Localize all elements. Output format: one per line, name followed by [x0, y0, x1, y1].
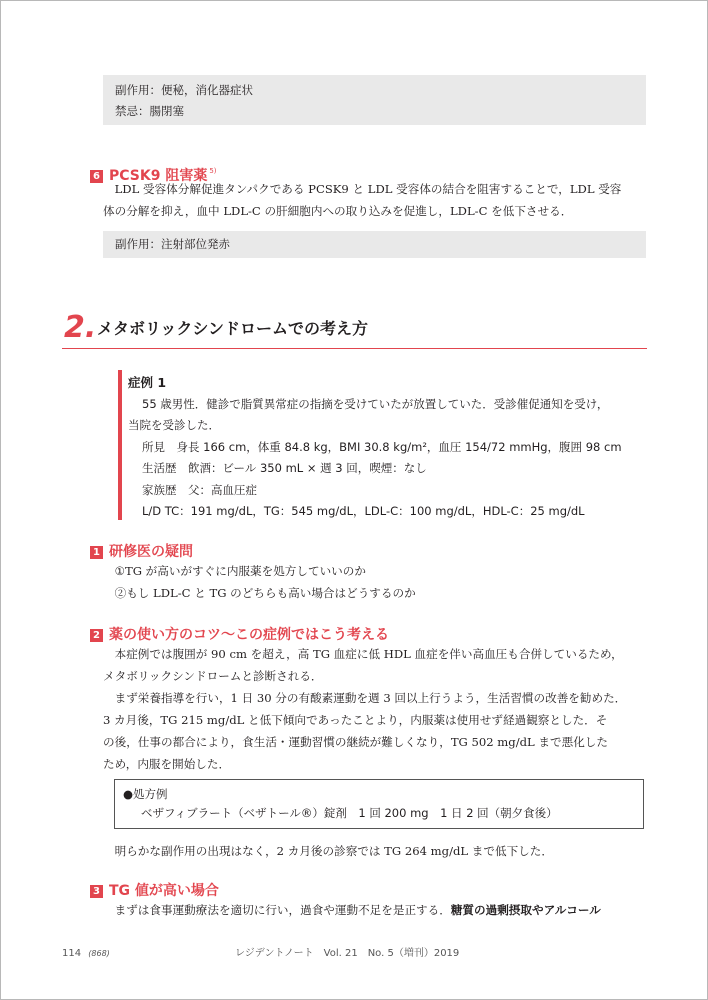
case-lab-values: L/D TC：191 mg/dL，TG：545 mg/dL，LDL-C：100 mg/dL，HDL-C：25 mg/dL [142, 504, 585, 518]
q2-heading-text: 薬の使い方のコツ〜この症例ではこう考える [109, 627, 389, 643]
paragraph-line: 本症例では腹囲が 90 cm を超え，高 TG 血症に低 HDL 血症を伴い高血圧も合併しているため， [114, 647, 623, 661]
reference-superscript: 5) [209, 167, 217, 175]
side-effect-box [103, 75, 646, 125]
q1-list [103, 560, 648, 604]
prescription-title: ●処方例 [123, 787, 168, 801]
q3-heading [90, 882, 219, 900]
prescription-box [114, 779, 644, 829]
page-number [62, 947, 110, 961]
list-item: ②もし LDL-C と TG のどちらも高い場合はどうするのか [114, 586, 416, 600]
emphasis-text: 糖質の過剰摂取やアルコール [450, 903, 601, 917]
paragraph-line: ため，内服を開始した． [103, 757, 231, 771]
paragraph-line: メタボリックシンドロームと診断される． [103, 669, 323, 683]
q3-paragraph [103, 899, 648, 921]
case-block [128, 372, 648, 523]
paragraph-line [103, 899, 648, 921]
contraindication-line: 禁忌：腸閉塞 [115, 104, 184, 118]
heading-number-badge: 6 [90, 170, 103, 183]
q2-heading [90, 626, 389, 644]
page-number-sub: (868) [88, 949, 110, 958]
journal-footer: レジデントノート Vol. 21 No. 5（増刊）2019 [235, 948, 460, 959]
case-line: 当院を受診した． [128, 418, 220, 432]
heading-number-badge: 3 [90, 885, 103, 898]
pcsk9-paragraph [103, 178, 648, 222]
q1-heading [90, 543, 193, 561]
heading-number-badge: 2 [90, 629, 103, 642]
paragraph-line: LDL 受容体分解促進タンパクである PCSK9 と LDL 受容体の結合を阻害することで，LDL 受容 [114, 182, 622, 196]
section-rule [62, 348, 647, 349]
paragraph-line: 3 カ月後，TG 215 mg/dL と低下傾向であったことより，内服薬は使用せず経過観察とした．そ [103, 713, 608, 727]
case-accent-bar [118, 370, 122, 520]
side-effect-line: 副作用：便秘，消化器症状 [115, 83, 253, 97]
q2-after [103, 840, 648, 862]
paragraph-line: 明らかな副作用の出現はなく，2 カ月後の診察では TG 264 mg/dL まで低下した． [114, 844, 553, 858]
pcsk9-heading-text: PCSK9 阻害薬 [109, 168, 208, 184]
page-number-main: 114 [62, 948, 82, 959]
paragraph-line: 体の分解を抑え，血中 LDL-C の肝細胞内への取り込みを促進し，LDL-C を低下させる． [103, 204, 573, 218]
q2-paragraph [103, 643, 648, 775]
case-family-history: 家族歴 父：高血圧症 [142, 482, 257, 497]
q1-heading-text: 研修医の疑問 [109, 544, 193, 560]
section-title: メタボリックシンドロームでの考え方 [97, 319, 368, 338]
paragraph-text: まずは食事運動療法を適切に行い，過食や運動不足を是正する． [114, 903, 451, 917]
paragraph-line: まず栄養指導を行い，1 日 30 分の有酸素運動を週 3 回以上行うよう，生活習慣の改善を勧めた． [114, 691, 627, 705]
paragraph-line: の後，仕事の都合により，食生活・運動習慣の継続が難しくなり，TG 502 mg/dL まで悪化した [103, 735, 608, 749]
q3-heading-text: TG 値が高い場合 [109, 883, 219, 899]
case-line: 55 歳男性．健診で脂質異常症の指摘を受けていたが放置していた．受診催促通知を受け， [142, 396, 609, 411]
prescription-drug: ベザフィブラート（ベザトール®）錠剤 1 回 200 mg 1 日 2 回（朝夕食後） [141, 806, 558, 820]
case-findings: 所見 身長 166 cm，体重 84.8 kg，BMI 30.8 kg/m²，血圧 154/72 mmHg，腹囲 98 cm [142, 439, 622, 454]
heading-number-badge: 1 [90, 546, 103, 559]
list-item: ①TG が高いがすぐに内服薬を処方していいのか [114, 564, 366, 578]
case-title: 症例 1 [128, 375, 167, 390]
case-lifestyle: 生活歴 飲酒：ビール 350 mL × 週 3 回，喫煙：なし [142, 461, 427, 475]
section-number: 2. [64, 310, 97, 345]
side-effect-line: 副作用：注射部位発赤 [115, 237, 230, 251]
pcsk9-side-effect-box [103, 231, 646, 258]
